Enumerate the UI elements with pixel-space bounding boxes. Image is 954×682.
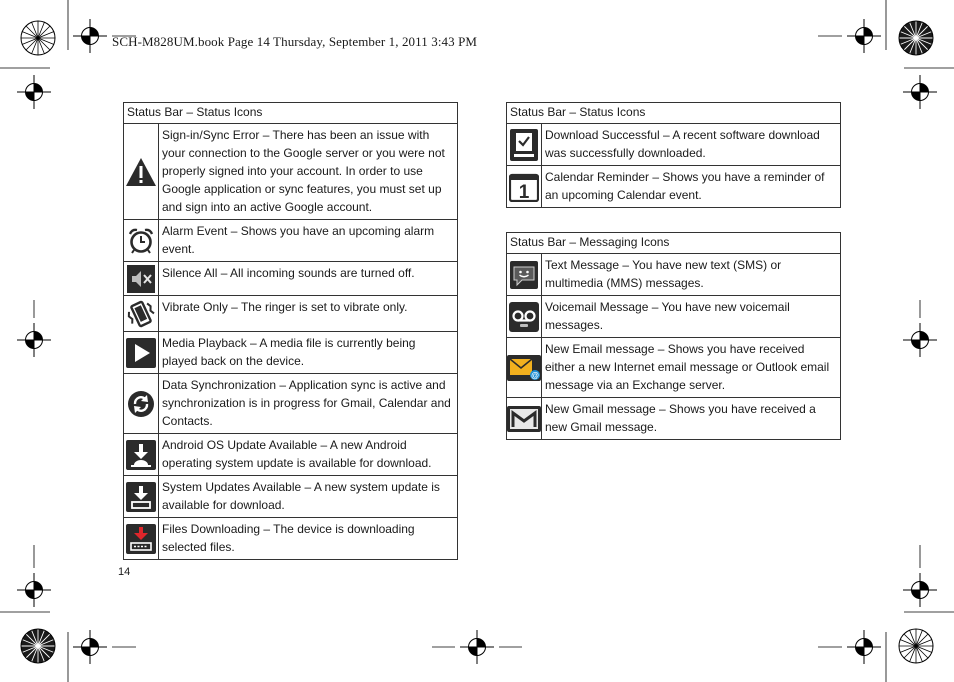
page-number: 14	[118, 566, 131, 578]
gmail-icon	[507, 398, 542, 440]
voicemail-icon	[507, 296, 542, 338]
email-icon	[507, 338, 542, 398]
files-downloading-icon	[124, 518, 159, 560]
download-successful-icon	[507, 124, 542, 166]
row-description: Data Synchronization – Application sync is active and synchronization is in progress for Gmail, Calendar and Contacts.	[159, 374, 458, 434]
table-title: Status Bar – Status Icons	[507, 103, 841, 124]
warning-triangle-icon	[124, 124, 159, 220]
table-title: Status Bar – Status Icons	[124, 103, 458, 124]
system-update-icon	[124, 476, 159, 518]
table-title: Status Bar – Messaging Icons	[507, 233, 841, 254]
alarm-clock-icon	[124, 220, 159, 262]
calendar-day-number: 1	[518, 181, 530, 202]
status-icons-table-left	[123, 102, 458, 560]
messaging-icons-table	[506, 232, 841, 440]
status-icons-table-right	[506, 102, 841, 208]
row-description: System Updates Available – A new system update is available for download.	[159, 476, 458, 518]
row-description: New Email message – Shows you have received either a new Internet email message or Outlook email message via an Exchange server.	[542, 338, 841, 398]
row-description: Download Successful – A recent software download was successfully downloaded.	[542, 124, 841, 166]
speaker-muted-icon	[124, 262, 159, 296]
row-description: Alarm Event – Shows you have an upcoming alarm event.	[159, 220, 458, 262]
play-icon	[124, 332, 159, 374]
row-description: Sign-in/Sync Error – There has been an issue with your connection to the Google server or you were not properly signed into your account. In order to use Google application or sync features, you must set up and sign into an active Google account.	[159, 124, 458, 220]
row-description: New Gmail message – Shows you have received a new Gmail message.	[542, 398, 841, 440]
row-description: Android OS Update Available – A new Android operating system update is available for download.	[159, 434, 458, 476]
vibrate-phone-icon	[124, 296, 159, 332]
row-description: Calendar Reminder – Shows you have a reminder of an upcoming Calendar event.	[542, 166, 841, 208]
os-update-download-icon	[124, 434, 159, 476]
calendar-icon	[507, 166, 542, 208]
sync-icon	[124, 374, 159, 434]
text-message-icon	[507, 254, 542, 296]
row-description: Silence All – All incoming sounds are turned off.	[159, 262, 458, 296]
row-description: Media Playback – A media file is currently being played back on the device.	[159, 332, 458, 374]
page-header: SCH-M828UM.book Page 14 Thursday, September 1, 2011 3:43 PM	[112, 34, 478, 49]
email-at-glyph: @	[531, 370, 539, 380]
row-description: Voicemail Message – You have new voicemail messages.	[542, 296, 841, 338]
row-description: Vibrate Only – The ringer is set to vibrate only.	[159, 296, 458, 332]
row-description: Text Message – You have new text (SMS) or multimedia (MMS) messages.	[542, 254, 841, 296]
row-description: Files Downloading – The device is downloading selected files.	[159, 518, 458, 560]
